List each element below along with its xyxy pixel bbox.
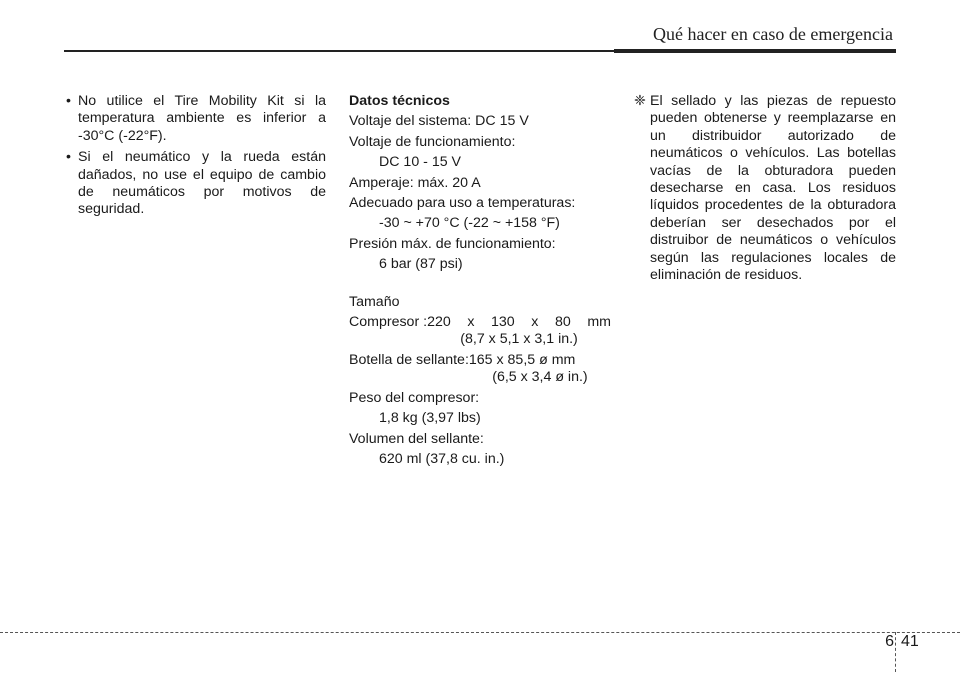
note-text: El sellado y las piezas de repuesto pueden obtenerse y reemplazarse en un distribuidor autorizado de neumáticos o vehículos. Las botellas vacías de la obturadora pueden desecharse en casa. Los residuos líquidos procedentes de la obturadora deberían ser desechados por el distruibor de neumáticos o vehículos según las regulaciones locales de eliminación de residuos. [650, 93, 896, 284]
page-header-title: Qué hacer en caso de emergencia [652, 24, 893, 44]
note [634, 93, 896, 284]
compressor-size-in: (8,7 x 5,1 x 3,1 in.) [460, 331, 578, 348]
compressor-size-values [427, 314, 611, 349]
sealant-volume-value: 620 ml (37,8 cu. in.) [379, 450, 505, 467]
sealant-bottle-in: (6,5 x 3,4 ø in.) [492, 369, 588, 386]
technical-data-title: Datos técnicos [349, 93, 450, 109]
temperature-value: -30 ~ +70 °C (-22 ~ +158 °F) [379, 215, 560, 232]
size-label: Tamaño [349, 293, 400, 310]
pressure-value: 6 bar (87 psi) [379, 256, 463, 273]
voltage-operating-label: Voltaje de funcionamiento: [349, 133, 516, 150]
compressor-weight-label: Peso del compresor: [349, 389, 480, 406]
compressor-weight-value: 1,8 kg (3,97 lbs) [379, 410, 481, 427]
bullet-item: • No utilice el Tire Mobility Kit si la temperatura ambiente es inferior a -30°C (-22°F). [64, 93, 326, 145]
page-number-divider [895, 632, 896, 672]
sealant-bottle-label: Botella de sellante: [349, 351, 469, 368]
technical-data-column [349, 93, 611, 471]
amperage: Amperaje: máx. 20 A [349, 174, 481, 191]
sealant-volume-label: Volumen del sellante: [349, 430, 484, 447]
bullet-item: • Si el neumático y la rueda están dañados, no use el equipo de cambio de neumáticos por motivos de seguridad. [64, 149, 326, 219]
temperature-label: Adecuado para uso a temperaturas: [349, 195, 576, 212]
sealant-bottle-mm: 165 x 85,5 ø mm [468, 351, 576, 368]
voltage-system: Voltaje del sistema: DC 15 V [349, 113, 529, 130]
compressor-size-label: Compresor : [349, 314, 428, 331]
warnings-column [64, 93, 326, 223]
sealant-bottle-values [469, 352, 611, 387]
page-number: 41 [901, 633, 919, 650]
footer-rule [0, 632, 960, 633]
header-rule [64, 50, 896, 52]
compressor-size-mm: 220 x 130 x 80 mm [427, 314, 611, 331]
compressor-size [349, 314, 611, 349]
section-number: 6 [885, 633, 894, 650]
note-symbol-icon: ❈ [634, 93, 646, 109]
pressure-label: Presión máx. de funcionamiento: [349, 235, 556, 252]
voltage-operating-value: DC 10 - 15 V [379, 154, 462, 171]
sealant-bottle-size [349, 352, 611, 387]
note-column [634, 93, 896, 284]
